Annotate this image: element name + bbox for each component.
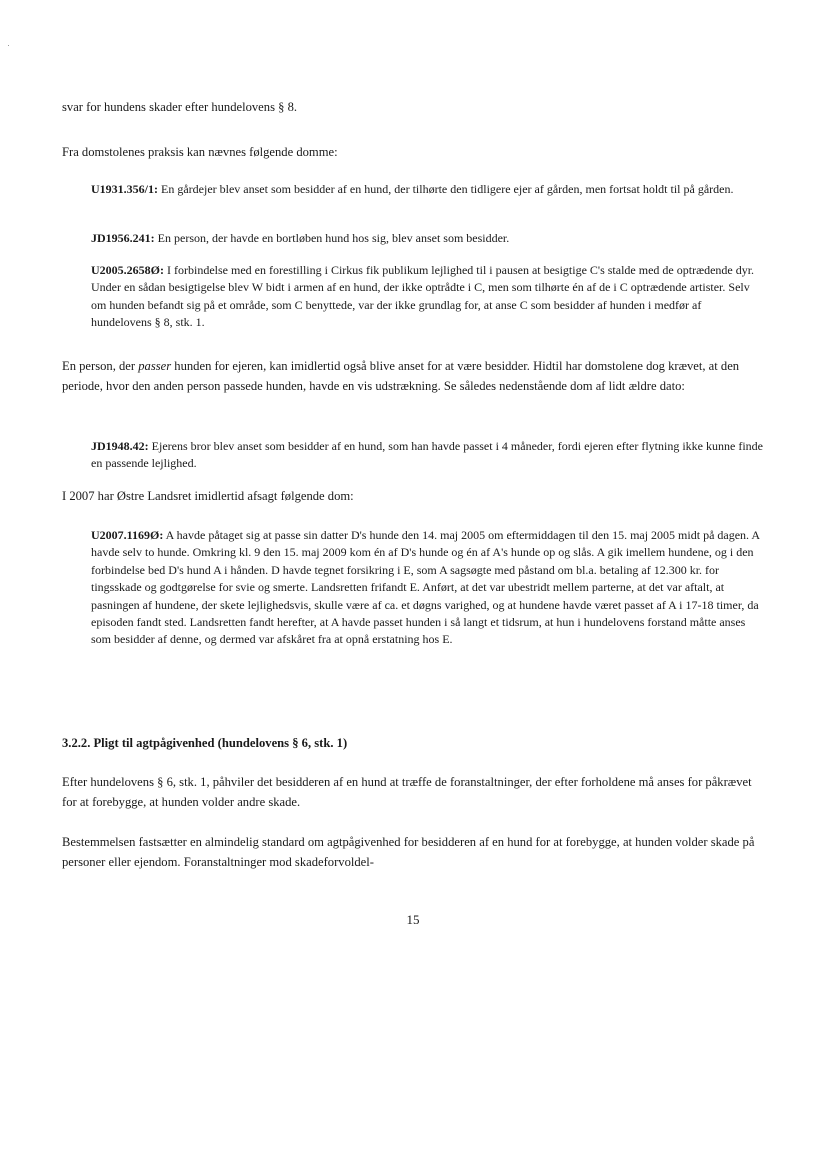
scan-speck — [8, 45, 9, 46]
paragraph-case-law-intro: Fra domstolenes praksis kan nævnes følgende domme: — [62, 145, 338, 159]
case-u2007 — [91, 527, 764, 649]
section-heading: 3.2.2. Pligt til agtpågivenhed (hundelovens § 6, stk. 1) — [62, 736, 348, 750]
case-jd1948 — [91, 438, 764, 473]
case-u2005 — [91, 262, 764, 332]
case-u1931 — [91, 181, 764, 198]
case-text: En gårdejer blev anset som besidder af en hund, der tilhørte den tidligere ejer af gården, men fortsat holdt til på gården. — [158, 182, 734, 196]
case-text: A havde påtaget sig at passe sin datter D's hunde den 14. maj 2005 om eftermiddagen til den 15. maj 2005 midt på dagen. A havde selv to hunde. Omkring kl. 9 den 15. maj 2009 kom én af D's hunde og én af A's hunde op og slås. A gik imellem hundene, og i den forbindelse bed D's hund A i hånden. D havde tegnet forsikring i E, som A sagsøgte med påstand om bl.a. betaling af 12.300 kr. for tingsskade og godtgørelse for svie og smerte. Landsretten frifandt E. Anført, at det var ubestridt mellem parterne, at det var aftalt, at pasningen af hundene, der skete lejlighedsvis, skulle være af ca. et døgns varighed, og at hundene havde været passet af A i 17-18 timer, da episoden fandt sted. Landsretten fandt herefter, at A havde passet hunden i så langt et tidsrum, at hun i hundelovens forstand måtte anses som besidder af denne, og dermed var afskåret fra at opnå erstatning hos E. — [91, 528, 760, 647]
paragraph-standard: Bestemmelsen fastsætter en almindelig standard om agtpågivenhed for besidderen af en hund for at forebygge, at hunden volder skade på personer eller ejendom. Foranstaltninger mod skadeforvoldel- — [62, 835, 755, 869]
case-reference: JD1948.42: — [91, 439, 149, 453]
case-reference: U1931.356/1: — [91, 182, 158, 196]
emphasis-text: passer — [138, 359, 172, 373]
paragraph-caretaker — [62, 357, 764, 396]
paragraph-2007-ruling: I 2007 har Østre Landsret imidlertid afsagt følgende dom: — [62, 489, 354, 503]
page-number: 15 — [406, 912, 420, 927]
paragraph-intro: svar for hundens skader efter hundelovens § 8. — [62, 100, 298, 114]
case-reference: U2005.2658Ø: — [91, 263, 164, 277]
text-segment: En person, der — [62, 359, 139, 373]
case-reference: JD1956.241: — [91, 231, 155, 245]
paragraph-duty-of-care: Efter hundelovens § 6, stk. 1, påhviler det besidderen af en hund at træffe de foranstaltninger, der efter forholdene må anses for påkrævet for at forebygge, at hunden volder andre skade. — [62, 775, 752, 809]
case-reference: U2007.1169Ø: — [91, 528, 164, 542]
case-text: I forbindelse med en forestilling i Cirkus fik publikum lejlighed til i pausen at besigtige C's stalde med de optrædende dyr. Under en sådan besigtigelse blev W bidt i armen af en hund, der ikke optrådte i C, men som tilhørte én af de i C optrædende artister. Selv om hunden befandt sig på et område, som C benyttede, var der ikke grundlag for, at anse C som besidder af hunden i medfør af hundelovens § 8, stk. 1. — [91, 263, 755, 330]
case-jd1956 — [91, 230, 764, 247]
case-text: Ejerens bror blev anset som besidder af en hund, som han havde passet i 4 måneder, fordi ejeren efter flytning ikke kunne finde en passende lejlighed. — [91, 439, 763, 471]
text-segment: hunden for ejeren, kan imidlertid også blive anset for at være besidder. Hidtil har domstolene dog krævet, at den periode, hvor den anden person passede hunden, havde en vis udstrækning. Se således nedenstående dom af lidt ældre dato: — [62, 359, 740, 393]
case-text: En person, der havde en bortløben hund hos sig, blev anset som besidder. — [154, 231, 510, 245]
